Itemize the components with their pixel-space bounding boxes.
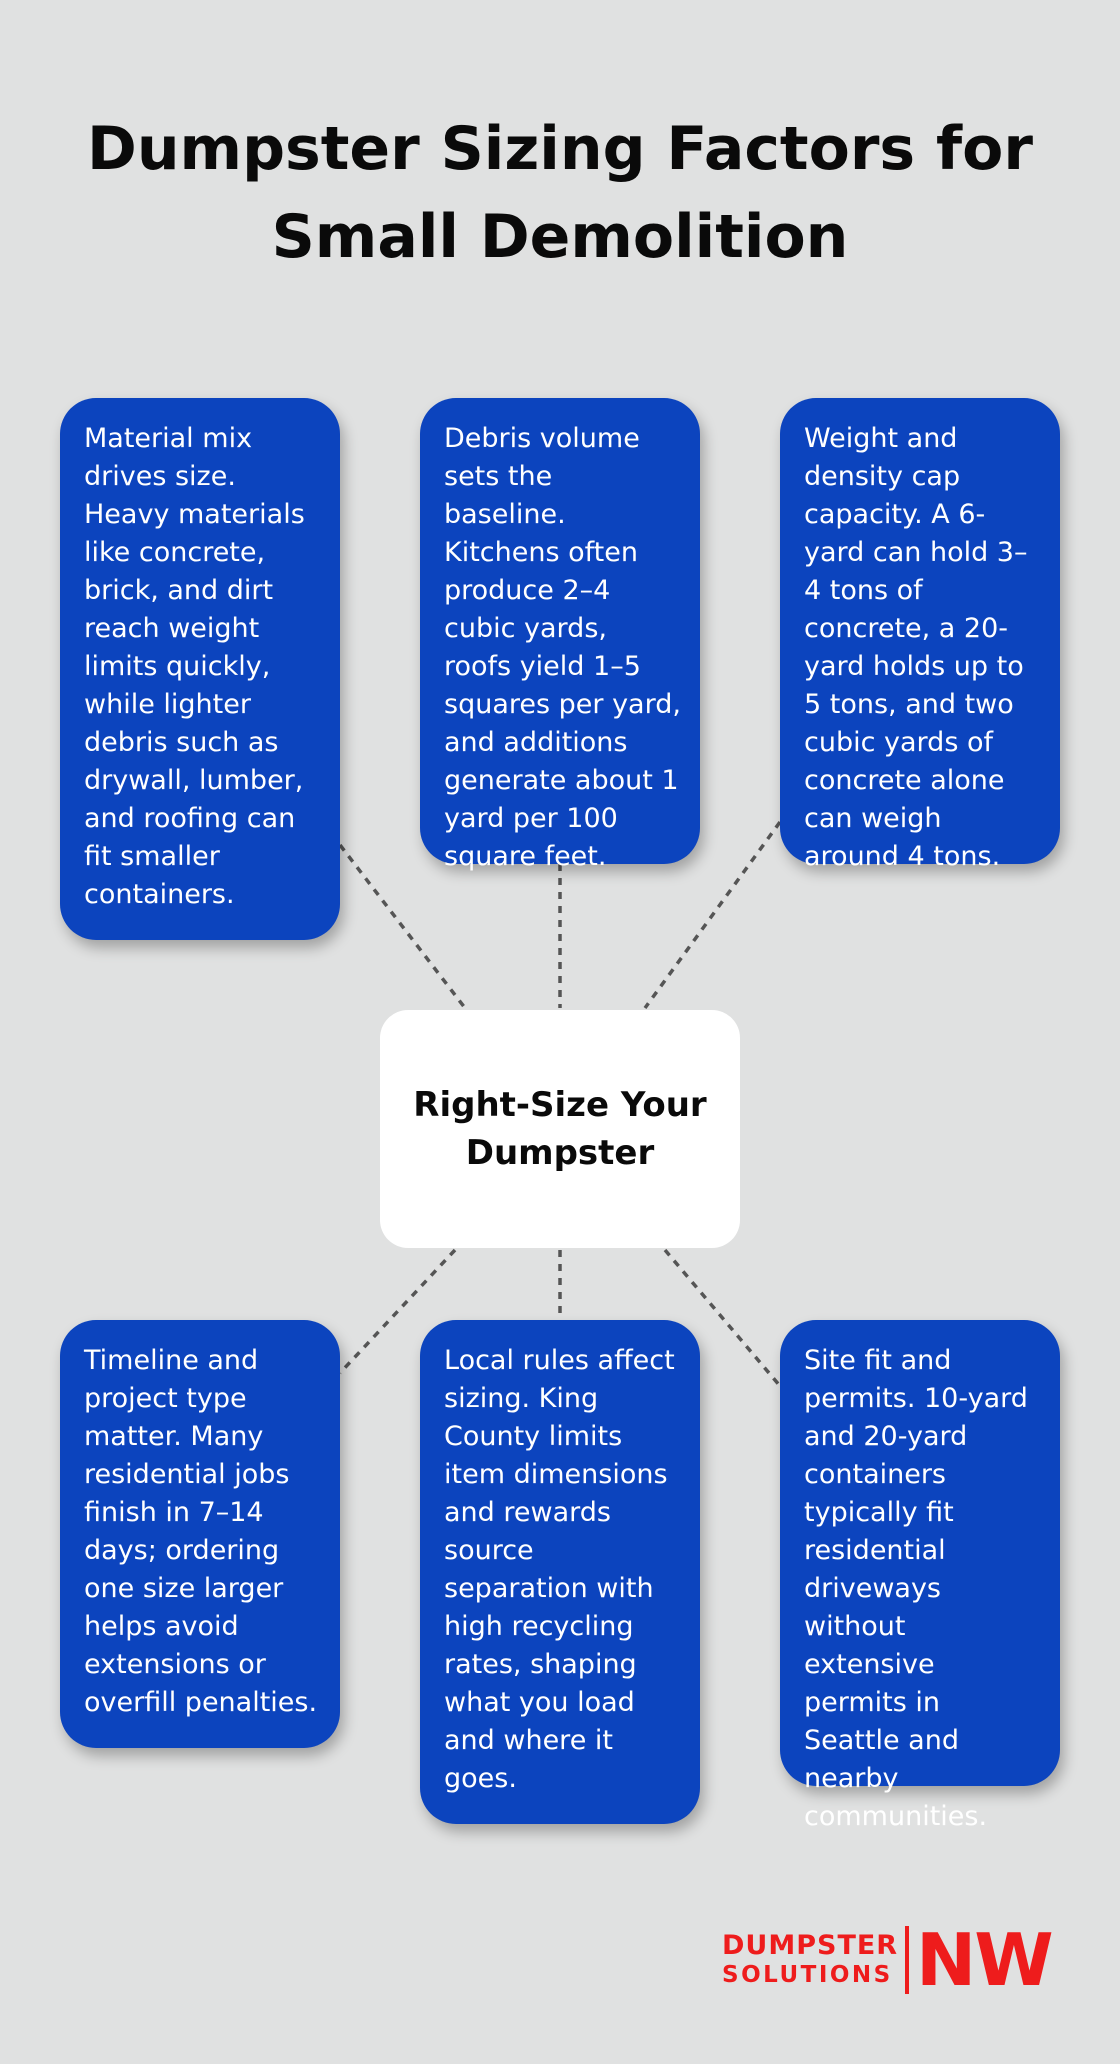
logo-word-solutions: SOLUTIONS — [722, 1962, 893, 1988]
card-timeline-text: Timeline and project type matter. Many residential jobs finish in 7–14 days; ordering one size larger helps avoid extensions or overfill penalties. — [84, 1345, 318, 1718]
card-local-rules-text: Local rules affect sizing. King County limits item dimensions and rewards source separation with high recycling rates, shaping what you load and where it goes. — [444, 1345, 675, 1794]
card-debris-volume — [420, 398, 700, 872]
logo-mark-nw: NW — [916, 1918, 1052, 2002]
card-timeline — [60, 1320, 340, 1748]
card-site-fit-text: Site fit and permits. 10-yard and 20-yard containers typically fit residential driveways without extensive permits in Seattle and nearby communities. — [804, 1345, 1028, 1832]
central-node-line-2: Dumpster — [465, 1133, 655, 1173]
title-line-2: Small Demolition — [271, 202, 849, 272]
card-debris-volume-text: Debris volume sets the baseline. Kitchens often produce 2–4 cubic yards, roofs yield 1–5 squares per yard, and additions generate about 1 yard per 100 square feet. — [444, 423, 681, 872]
card-weight-density-text: Weight and density cap capacity. A 6-yard can hold 3–4 tons of concrete, a 20-yard holds up to 5 tons, and two cubic yards of concrete alone can weigh around 4 tons. — [804, 423, 1028, 872]
logo-divider — [905, 1926, 909, 1994]
title-line-1: Dumpster Sizing Factors for — [87, 114, 1033, 184]
card-site-fit — [780, 1320, 1060, 1832]
central-node — [380, 1010, 740, 1248]
card-local-rules — [420, 1320, 700, 1824]
central-node-line-1: Right-Size Your — [413, 1085, 707, 1125]
card-material-mix — [60, 398, 340, 940]
brand-logo — [722, 1918, 1062, 2002]
card-weight-density — [780, 398, 1060, 872]
logo-word-dumpster: DUMPSTER — [722, 1930, 899, 1961]
card-material-mix-text: Material mix drives size. Heavy materials like concrete, brick, and dirt reach weight limits quickly, while lighter debris such as drywall, lumber, and roofing can fit smaller containers. — [84, 423, 305, 910]
